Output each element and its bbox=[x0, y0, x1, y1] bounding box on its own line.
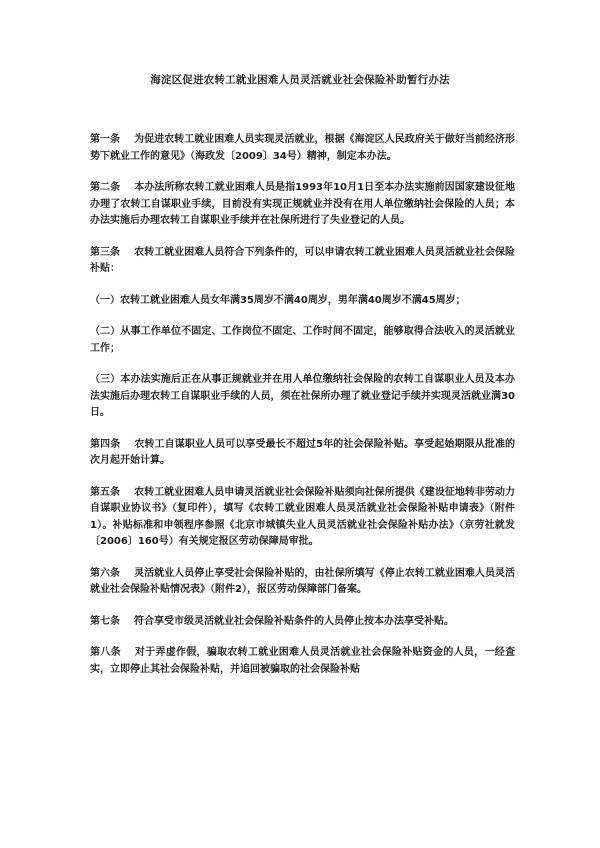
condition-1 bbox=[90, 293, 515, 310]
article-text: 灵活就业人员停止享受社会保险补贴的，由社保所填写《停止农转工就业困难人员灵活就业社会保险补贴情况表》（附件2），报区劳动保障部门备案。 bbox=[90, 567, 516, 595]
condition-text: （二）从事工作单位不固定、工作岗位不固定、工作时间不固定，能够取得合法收入的灵活就业工作； bbox=[90, 326, 515, 354]
document-body bbox=[90, 132, 515, 693]
article-label: 第二条 bbox=[90, 182, 121, 193]
article-label: 第四条 bbox=[90, 438, 121, 450]
article-text: 对于弄虚作假，骗取农转工就业困难人员灵活就业社会保险补贴资金的人员，一经查实，立即停止其社会保险补贴，并追回被骗取的社会保险补贴 bbox=[90, 647, 516, 675]
article-text: 本办法所称农转工就业困难人员是指1993年10月1日至本办法实施前因国家建设征地办理了农转工自谋职业手续，目前没有实现正规就业并没有在用人单位缴纳社会保险的人员；本办法实施后办理农转工自谋职业手续并在社保所进行了失业登记的人员。 bbox=[90, 182, 515, 226]
condition-text: （三）本办法实施后正在从事正规就业并在用人单位缴纳社会保险的农转工自谋职业人员及本办法实施后办理农转工自谋职业手续的人员，须在社保所办理了就业登记手续并实现灵活就业满30日。 bbox=[90, 374, 515, 418]
article-label: 第三条 bbox=[90, 246, 121, 258]
article-5 bbox=[90, 485, 515, 551]
article-text: 符合享受市级灵活就业社会保险补贴条件的人员停止按本办法享受补贴。 bbox=[134, 615, 454, 627]
article-8 bbox=[90, 645, 515, 678]
condition-3 bbox=[90, 372, 515, 422]
condition-text: （一）农转工就业困难人员女年满35周岁不满40周岁，男年满40周岁不满45周岁； bbox=[90, 294, 466, 306]
article-6 bbox=[90, 566, 515, 599]
article-4 bbox=[90, 437, 515, 470]
document-title: 海淀区促进农转工就业困难人员灵活就业社会保险补助暂行办法 bbox=[150, 74, 450, 86]
article-1 bbox=[90, 132, 515, 165]
article-label: 第七条 bbox=[90, 615, 120, 627]
condition-2 bbox=[90, 324, 515, 357]
article-text: 农转工就业困难人员符合下列条件的，可以申请农转工就业困难人员灵活就业社会保险补贴： bbox=[90, 246, 516, 274]
article-text: 农转工自谋职业人员可以享受最长不超过5年的社会保险补贴。享受起始期限从批准的次月起开始计算。 bbox=[90, 438, 515, 466]
article-2 bbox=[90, 180, 515, 230]
article-text: 农转工就业困难人员申请灵活就业社会保险补贴须向社保所提供《建设征地转非劳动力自谋职业协议书》（复印件），填写《农转工就业困难人员灵活就业社会保险补贴申请表》（附件1）。补贴标准和申领程序参照《北京市城镇失业人员灵活就业社会保险补贴办法》（京劳社就发〔2006〕160号）有关规定报区劳动保障局审批。 bbox=[90, 486, 516, 547]
article-text: 为促进农转工就业困难人员实现灵活就业，根据《海淀区人民政府关于做好当前经济形势下就业工作的意见》（海政发〔2009〕34号）精神，制定本办法。 bbox=[90, 134, 516, 162]
article-label: 第五条 bbox=[90, 486, 121, 498]
article-3 bbox=[90, 245, 515, 278]
article-label: 第一条 bbox=[90, 134, 121, 145]
article-label: 第八条 bbox=[90, 647, 121, 658]
article-7 bbox=[90, 614, 515, 631]
article-label: 第六条 bbox=[90, 567, 121, 579]
